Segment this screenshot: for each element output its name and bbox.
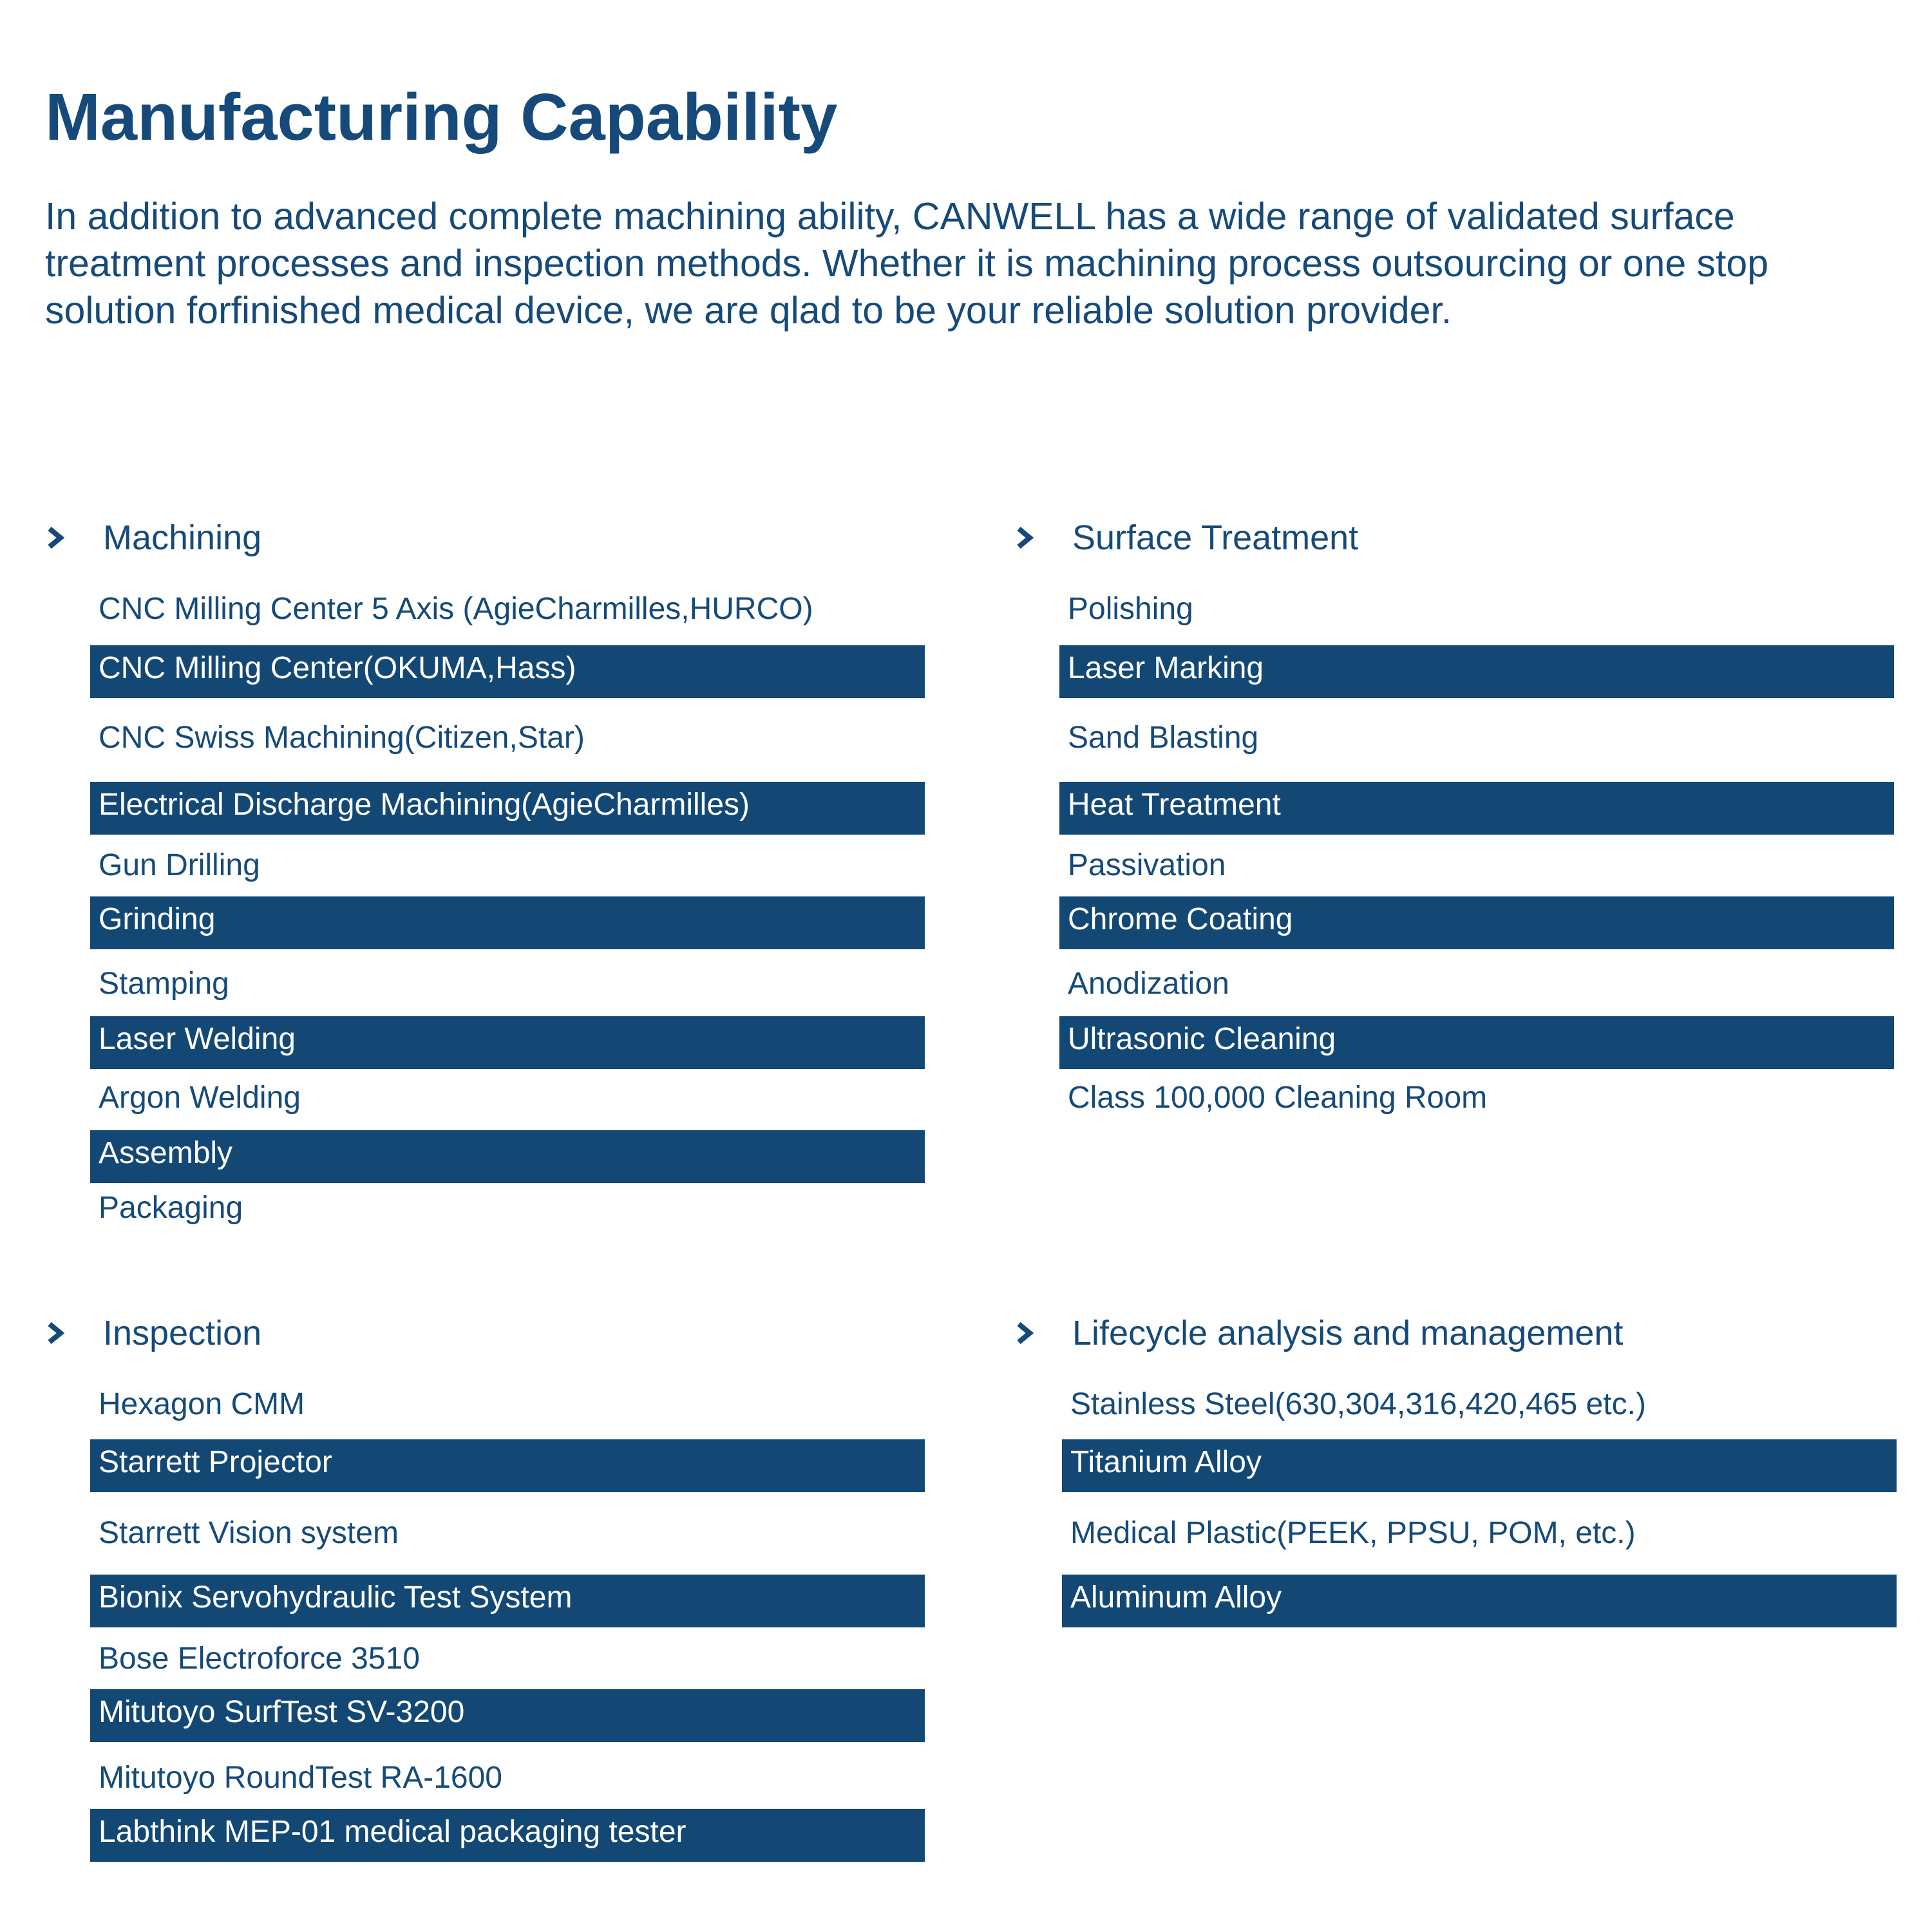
list-item: Bionix Servohydraulic Test System bbox=[90, 1575, 925, 1627]
list-item: Ultrasonic Cleaning bbox=[1059, 1016, 1894, 1069]
list-item: Argon Welding bbox=[99, 1081, 301, 1115]
list-item: Mitutoyo RoundTest RA-1600 bbox=[99, 1761, 502, 1795]
section-header bbox=[1014, 509, 1916, 567]
list-item: Stamping bbox=[99, 967, 229, 1001]
list-item: Labthink MEP-01 medical packaging tester bbox=[90, 1809, 925, 1862]
list-item: Titanium Alloy bbox=[1062, 1439, 1897, 1492]
list-item: Grinding bbox=[90, 896, 925, 949]
list-item: Anodization bbox=[1068, 967, 1229, 1001]
list-item: Assembly bbox=[90, 1130, 925, 1183]
section-surface-treatment bbox=[1014, 509, 1916, 1115]
list-item: Laser Welding bbox=[90, 1016, 925, 1069]
list-item: Gun Drilling bbox=[99, 848, 260, 882]
list-item: Packaging bbox=[99, 1191, 243, 1225]
section-title: Machining bbox=[103, 518, 262, 557]
list-item: Electrical Discharge Machining(AgieCharmilles) bbox=[90, 782, 925, 835]
section-inspection bbox=[45, 1304, 947, 1849]
section-machining bbox=[45, 509, 947, 1225]
list-item: Chrome Coating bbox=[1059, 896, 1894, 949]
section-title: Surface Treatment bbox=[1072, 518, 1359, 557]
list-item: Class 100,000 Cleaning Room bbox=[1068, 1081, 1488, 1115]
list-item: Sand Blasting bbox=[1068, 721, 1259, 755]
list-item: Heat Treatment bbox=[1059, 782, 1894, 835]
list-item: Mitutoyo SurfTest SV-3200 bbox=[90, 1689, 925, 1742]
section-header bbox=[1014, 1304, 1916, 1362]
section-header bbox=[45, 509, 947, 567]
list-item: Aluminum Alloy bbox=[1062, 1575, 1897, 1627]
section-title: Lifecycle analysis and management bbox=[1072, 1314, 1624, 1352]
list-item: CNC Milling Center(OKUMA,Hass) bbox=[90, 645, 925, 698]
list-item: Medical Plastic(PEEK, PPSU, POM, etc.) bbox=[1070, 1516, 1636, 1550]
list-item: Hexagon CMM bbox=[99, 1387, 305, 1421]
list-item: Polishing bbox=[1068, 592, 1193, 626]
list-item: Laser Marking bbox=[1059, 645, 1894, 698]
section-title: Inspection bbox=[103, 1314, 262, 1352]
list-item: Starrett Vision system bbox=[99, 1516, 399, 1550]
chevron-right-icon bbox=[46, 527, 64, 549]
list-item: CNC Swiss Machining(Citizen,Star) bbox=[99, 721, 585, 755]
section-header bbox=[45, 1304, 947, 1362]
intro-paragraph: In addition to advanced complete machining ability, CANWELL has a wide range of validated surface treatment processes and inspection methods. Whether it is machining process outsourcing or one stop solution forfinished medical device, we are qlad to be your reliable solution provider. bbox=[45, 195, 1769, 332]
chevron-right-icon bbox=[1016, 1322, 1034, 1344]
chevron-right-icon bbox=[46, 1322, 64, 1344]
section-lifecycle bbox=[1014, 1304, 1916, 1615]
list-item: Passivation bbox=[1068, 848, 1226, 882]
list-item: CNC Milling Center 5 Axis (AgieCharmilles,HURCO) bbox=[99, 592, 813, 626]
list-item: Bose Electroforce 3510 bbox=[99, 1642, 420, 1676]
page-title: Manufacturing Capability bbox=[45, 80, 838, 154]
chevron-right-icon bbox=[1016, 527, 1034, 549]
list-item: Stainless Steel(630,304,316,420,465 etc.) bbox=[1070, 1387, 1646, 1421]
list-item: Starrett Projector bbox=[90, 1439, 925, 1492]
